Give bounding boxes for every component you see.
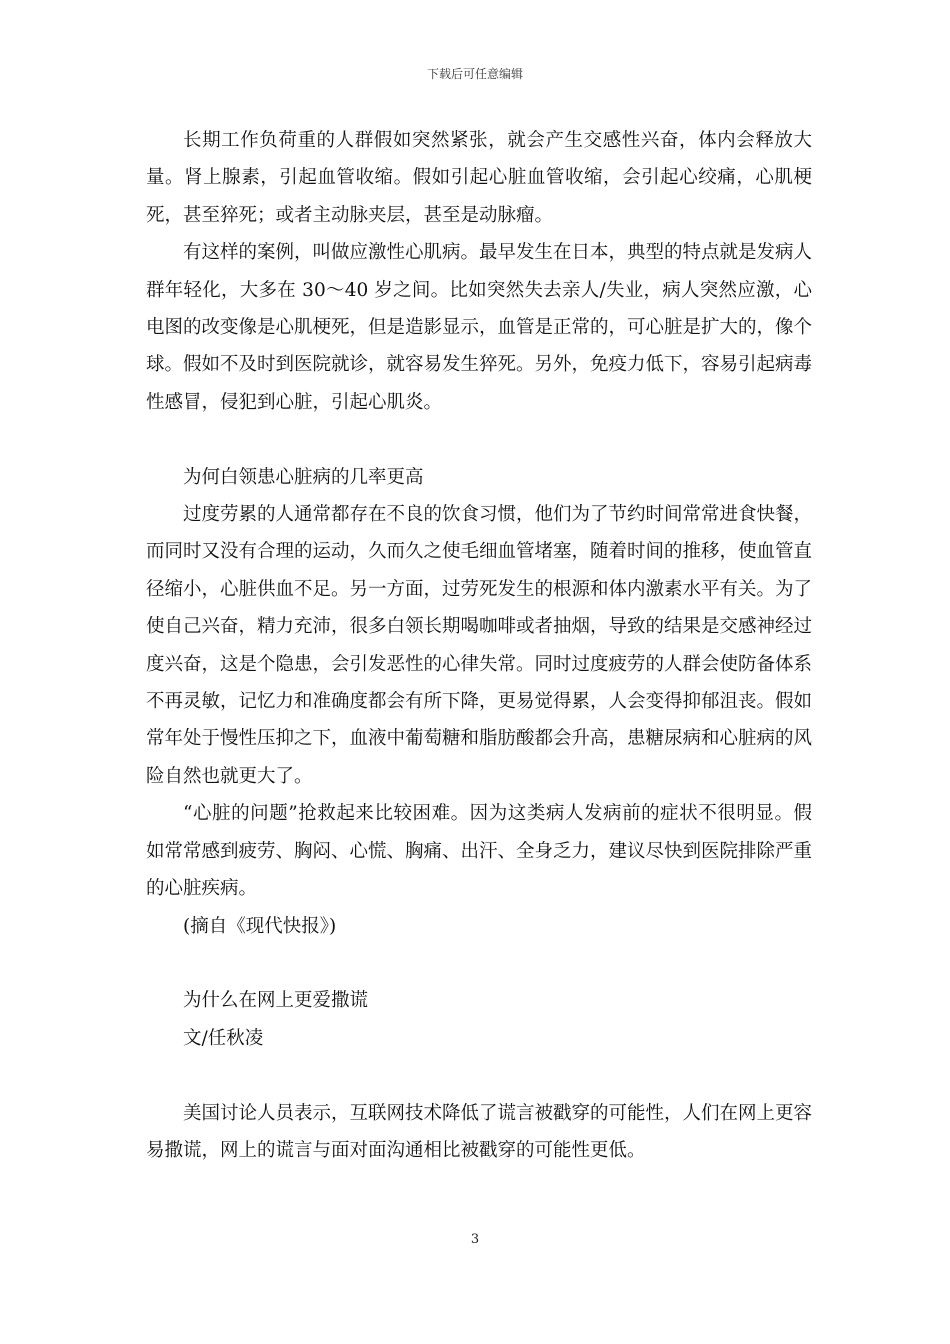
- blank-line: [146, 421, 812, 458]
- section-heading-white-collar: 为何白领患心脏病的几率更高: [183, 466, 424, 488]
- blank-line: [146, 1057, 812, 1094]
- page-number: 3: [470, 1232, 480, 1247]
- page-header: 下载后可任意编辑: [426, 67, 523, 81]
- blank-line: [146, 945, 812, 982]
- paragraph-stress-cardiomyopathy: 有这样的案例，叫做应激性心肌病。最早发生在日本，典型的特点就是发病人群年轻化，大多在 30～40 岁之间。比如突然失去亲人/失业，病人突然应激，心电图的改变像是心肌梗死，但是造影显示，血管是正常的，可心脏是扩大的，像个球。假如不及时到医院就诊，就容易发生猝死。另外，免疫力低下，容易引起病毒性感冒，侵犯到心脏，引起心肌炎。: [146, 242, 813, 413]
- source-note: (摘自《现代快报》): [183, 915, 337, 937]
- paragraph-heart-problem: “心脏的问题”抢救起来比较困难。因为这类病人发病前的症状不很明显。假如常常感到疲劳、胸闷、心慌、胸痛、出汗、全身乏力，建议尽快到医院排除严重的心脏疾病。: [146, 803, 813, 900]
- article-author: 文/任秋凌: [183, 1027, 264, 1049]
- document-body: [146, 122, 812, 1169]
- paragraph-stress-response: 长期工作负荷重的人群假如突然紧张，就会产生交感性兴奋，体内会释放大量。肾上腺素，引起血管收缩。假如引起心脏血管收缩，会引起心绞痛，心肌梗死，甚至猝死；或者主动脉夹层，甚至是动脉瘤。: [146, 130, 812, 226]
- paragraph-white-collar-risk: 过度劳累的人通常都存在不良的饮食习惯，他们为了节约时间常常进食快餐，而同时又没有合理的运动，久而久之使毛细血管堵塞，随着时间的推移，使血管直径缩小，心脏供血不足。另一方面，过劳死发生的根源和体内激素水平有关。为了使自己兴奋，精力充沛，很多白领长期喝咖啡或者抽烟，导致的结果是交感神经过度兴奋，这是个隐患，会引发恶性的心律失常。同时过度疲劳的人群会使防备体系不再灵敏，记忆力和准确度都会有所下降，更易觉得累，人会变得抑郁沮丧。假如常年处于慢性压抑之下，血液中葡萄糖和脂肪酸都会升高，患糖尿病和心脏病的风险自然也就更大了。: [146, 504, 813, 787]
- article-title-online-lies: 为什么在网上更爱撒谎: [183, 990, 369, 1012]
- paragraph-online-lies: 美国讨论人员表示，互联网技术降低了谎言被戳穿的可能性，人们在网上更容易撒谎，网上的谎言与面对面沟通相比被戳穿的可能性更低。: [146, 1102, 813, 1161]
